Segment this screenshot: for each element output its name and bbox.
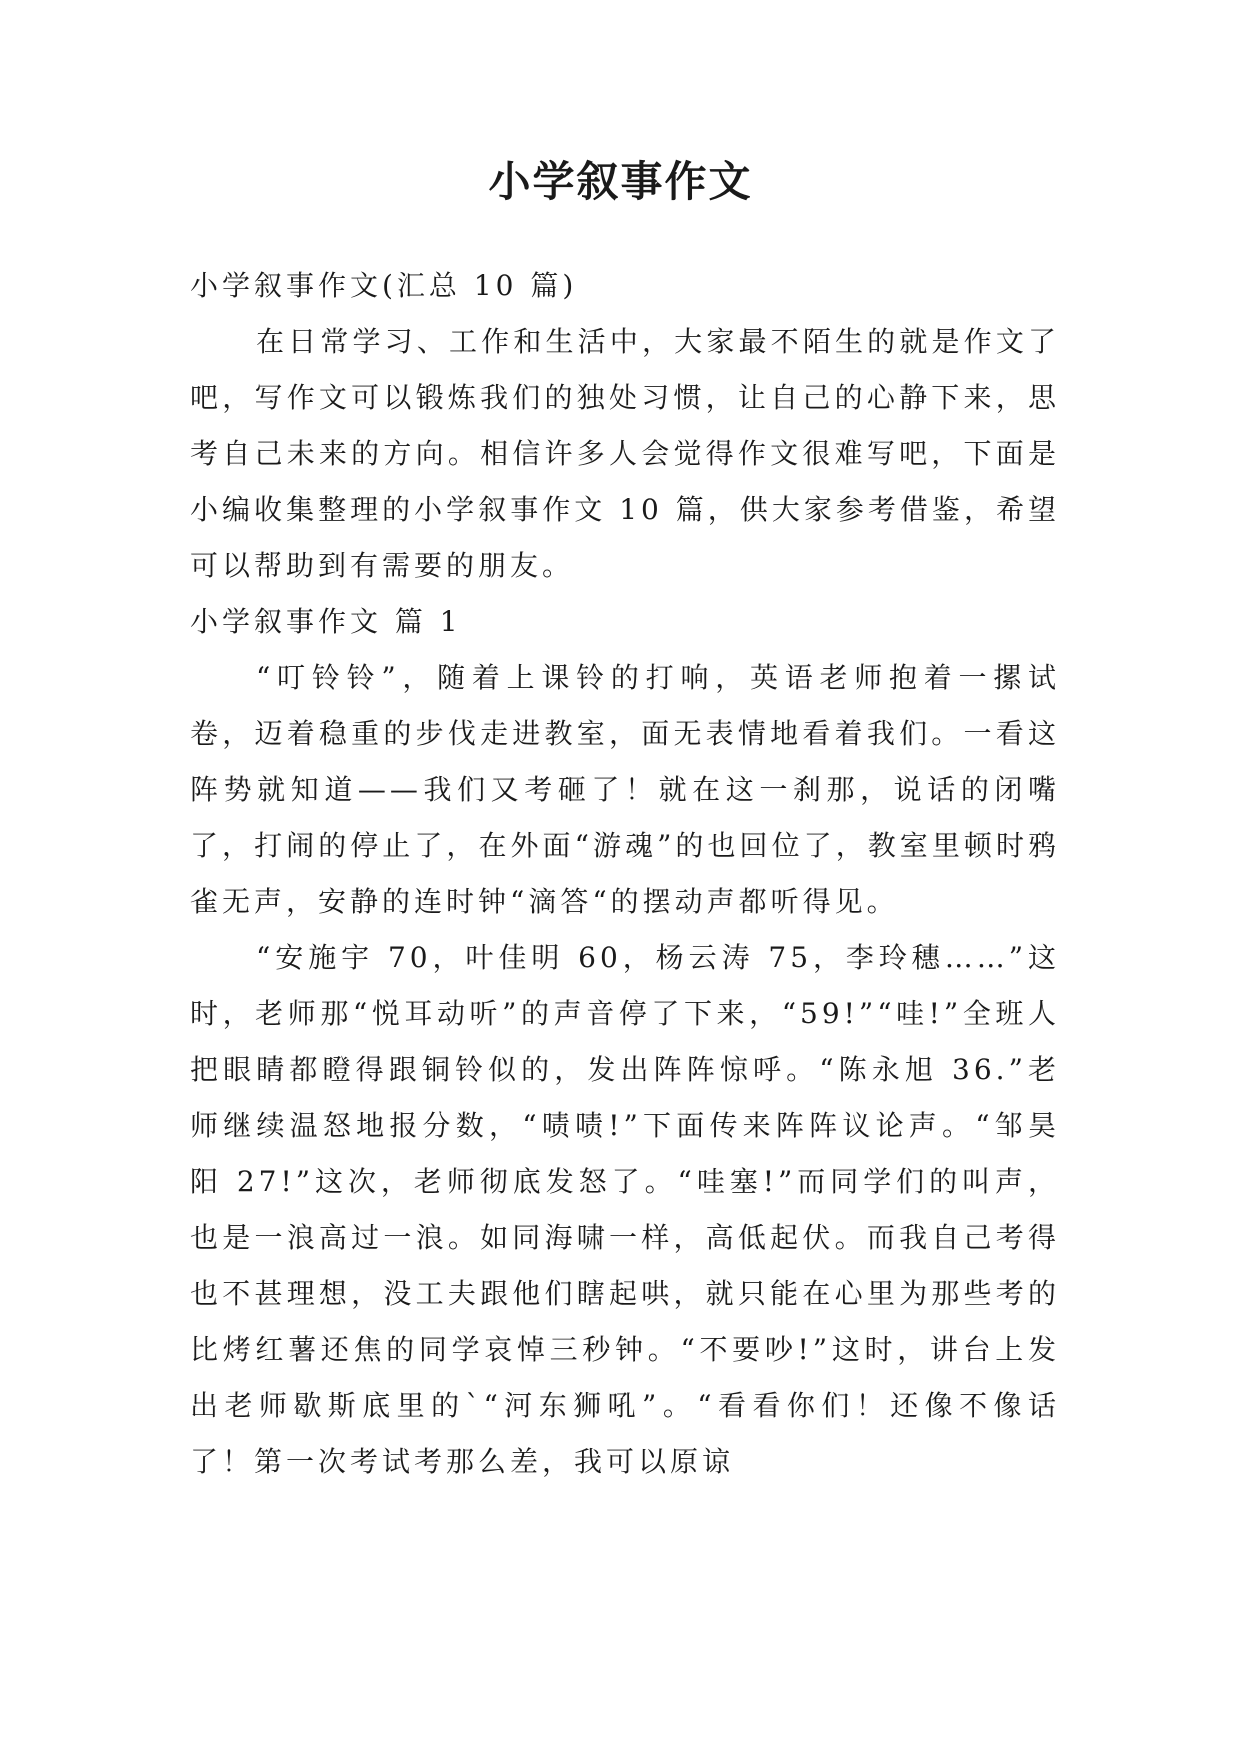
body-paragraph-1: “叮铃铃”，随着上课铃的打响，英语老师抱着一摞试卷，迈着稳重的步伐走进教室，面无表情地看着我们。一看这阵势就知道——我们又考砸了！就在这一刹那，说话的闭嘴了，打闹的停止了，在外面“游魂”的也回位了，教室里顿时鸦雀无声，安静的连时钟“滴答“的摆动声都听得见。: [190, 661, 1060, 918]
document-subtitle: 小学叙事作文(汇总 10 篇): [190, 269, 578, 302]
section-heading: 小学叙事作文 篇 1: [190, 605, 462, 638]
intro-paragraph: 在日常学习、工作和生活中，大家最不陌生的就是作文了吧，写作文可以锻炼我们的独处习惯，让自己的心静下来，思考自己未来的方向。相信许多人会觉得作文很难写吧，下面是小编收集整理的小学叙事作文 10 篇，供大家参考借鉴，希望可以帮助到有需要的朋友。: [190, 325, 1060, 582]
document-title: 小学叙事作文: [488, 157, 753, 206]
body-paragraph-2: “安施宇 70，叶佳明 60，杨云涛 75，李玲穗……”这时，老师那“悦耳动听”的声音停了下来，“59!”“哇!”全班人把眼睛都瞪得跟铜铃似的，发出阵阵惊呼。“陈永旭 36.”老师继续温怒地报分数，“啧啧!”下面传来阵阵议论声。“邹昊阳 27!”这次，老师彻底发怒了。“哇塞!”而同学们的叫声，也是一浪高过一浪。如同海啸一样，高低起伏。而我自己考得也不甚理想，没工夫跟他们瞎起哄，就只能在心里为那些考的比烤红薯还焦的同学哀悼三秒钟。“不要吵!”这时，讲台上发出老师歇斯底里的`“河东狮吼”。“看看你们！还像不像话了！第一次考试考那么差，我可以原谅: [190, 941, 1060, 1478]
document-body: [190, 258, 1060, 1490]
